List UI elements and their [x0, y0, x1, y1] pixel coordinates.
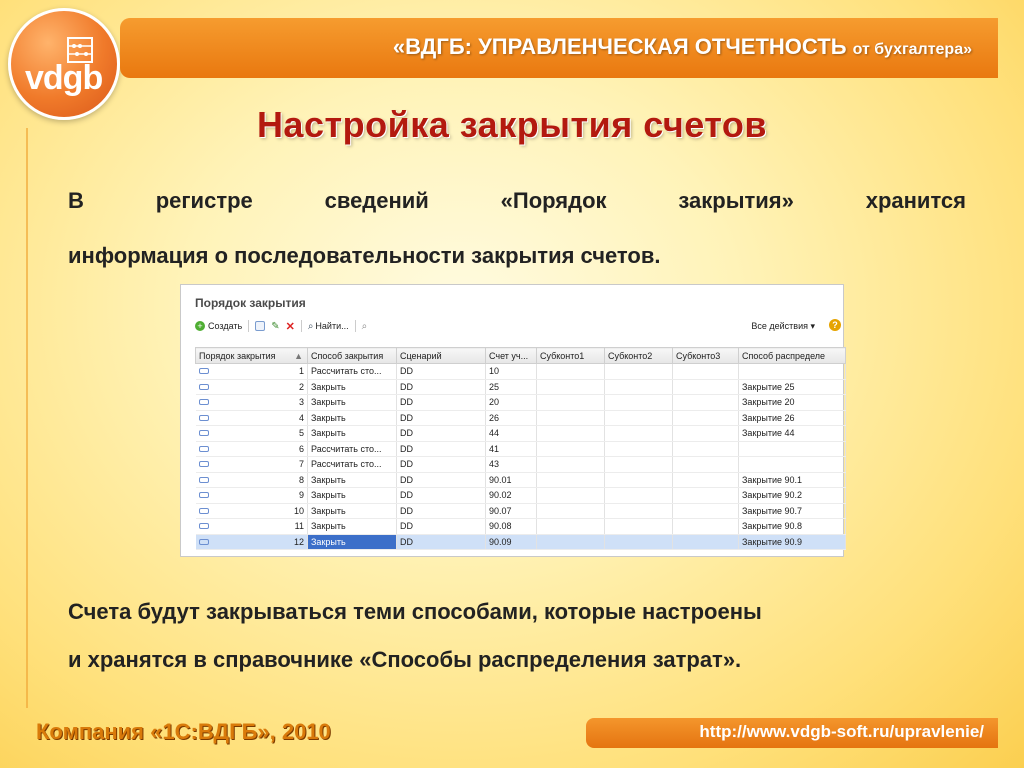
table-cell-dist[interactable]: Закрытие 90.9 — [739, 534, 846, 550]
banner-text — [393, 34, 972, 60]
table-cell-method[interactable]: Закрыть — [308, 519, 397, 535]
table-cell-s3[interactable] — [673, 410, 739, 426]
order-cell[interactable] — [196, 379, 308, 395]
table-row[interactable] — [196, 534, 846, 550]
create-button[interactable] — [195, 321, 242, 331]
intro-word: В — [68, 188, 84, 213]
table-cell-account[interactable]: 10 — [486, 364, 537, 380]
record-icon — [199, 430, 209, 436]
record-icon — [199, 508, 209, 514]
order-cell[interactable] — [196, 472, 308, 488]
table-header — [196, 348, 846, 364]
table-cell-dist[interactable]: Закрытие 90.7 — [739, 503, 846, 519]
record-icon — [199, 492, 209, 498]
order-cell[interactable] — [196, 410, 308, 426]
table-cell-account[interactable]: 26 — [486, 410, 537, 426]
table-cell-method[interactable]: Закрыть — [308, 395, 397, 411]
table-cell-scenario[interactable]: DD — [397, 519, 486, 535]
table-cell-s1[interactable] — [537, 503, 605, 519]
table-cell-scenario[interactable]: DD — [397, 472, 486, 488]
record-icon — [199, 368, 209, 374]
table-cell-method[interactable]: Закрыть — [308, 503, 397, 519]
intro-word: «Порядок — [500, 188, 607, 213]
table-cell-scenario[interactable]: DD — [397, 426, 486, 442]
table-cell-account[interactable]: 41 — [486, 441, 537, 457]
table-cell-s3[interactable] — [673, 426, 739, 442]
column-header[interactable]: Способ распределе — [739, 348, 846, 364]
table-row[interactable] — [196, 379, 846, 395]
order-cell[interactable] — [196, 364, 308, 380]
table-cell-scenario[interactable]: DD — [397, 488, 486, 504]
header-banner — [120, 18, 998, 78]
all-actions-menu[interactable]: Все действия ▾ — [751, 321, 815, 331]
table-cell-s1[interactable] — [537, 457, 605, 473]
record-icon — [199, 446, 209, 452]
record-icon — [199, 461, 209, 467]
table-cell-s2[interactable] — [605, 426, 673, 442]
table-cell-s2[interactable] — [605, 488, 673, 504]
column-header[interactable]: Способ закрытия — [308, 348, 397, 364]
order-number: 5 — [298, 428, 304, 439]
conclusion-line-1: Счета будут закрываться теми способами, которые настроены — [68, 599, 762, 624]
slide-title: Настройка закрытия счетов — [256, 104, 768, 145]
table-cell-dist[interactable]: Закрытие 90.2 — [739, 488, 846, 504]
column-header[interactable]: Субконто1 — [537, 348, 605, 364]
record-icon — [199, 477, 209, 483]
order-number: 8 — [298, 474, 304, 485]
table-cell-method[interactable]: Закрыть — [308, 410, 397, 426]
intro-word: регистре — [155, 188, 253, 213]
order-cell[interactable] — [196, 488, 308, 504]
table-row[interactable] — [196, 457, 846, 473]
table-cell-s2[interactable] — [605, 457, 673, 473]
column-header[interactable]: Субконто2 — [605, 348, 673, 364]
intro-word: хранится — [865, 188, 966, 213]
table-cell-s2[interactable] — [605, 503, 673, 519]
table-cell-dist[interactable]: Закрытие 20 — [739, 395, 846, 411]
order-number: 12 — [293, 536, 304, 547]
table-cell-s1[interactable] — [537, 410, 605, 426]
order-number: 10 — [293, 505, 304, 516]
order-cell[interactable] — [196, 426, 308, 442]
table-cell-s3[interactable] — [673, 488, 739, 504]
table-cell-s2[interactable] — [605, 364, 673, 380]
order-number: 4 — [298, 412, 304, 423]
table-cell-s3[interactable] — [673, 395, 739, 411]
table-cell-s1[interactable] — [537, 395, 605, 411]
table-cell-account[interactable]: 90.09 — [486, 534, 537, 550]
intro-line-1 — [68, 173, 966, 228]
closing-order-form — [180, 284, 844, 557]
decor-line — [26, 128, 28, 708]
intro-word: закрытия» — [678, 188, 794, 213]
order-number: 1 — [298, 366, 304, 377]
toolbar-separator — [301, 320, 302, 332]
sort-asc-icon: ▲ — [294, 350, 303, 361]
table-cell-account[interactable]: 90.08 — [486, 519, 537, 535]
intro-word: сведений — [324, 188, 429, 213]
table-cell-method[interactable]: Закрыть — [308, 472, 397, 488]
column-header[interactable]: Субконто3 — [673, 348, 739, 364]
table-cell-s1[interactable] — [537, 441, 605, 457]
table-cell-s1[interactable] — [537, 534, 605, 550]
table-cell-s1[interactable] — [537, 488, 605, 504]
table-cell-account[interactable]: 25 — [486, 379, 537, 395]
table-cell-scenario[interactable]: DD — [397, 410, 486, 426]
table-cell-dist[interactable]: Закрытие 44 — [739, 426, 846, 442]
order-cell[interactable] — [196, 441, 308, 457]
table-cell-dist[interactable]: Закрытие 90.1 — [739, 472, 846, 488]
order-cell[interactable] — [196, 534, 308, 550]
table-cell-dist[interactable] — [739, 441, 846, 457]
table-cell-account[interactable]: 43 — [486, 457, 537, 473]
toolbar-separator — [355, 320, 356, 332]
intro-paragraph — [68, 173, 966, 283]
table-cell-account[interactable]: 90.07 — [486, 503, 537, 519]
closing-order-table — [195, 347, 846, 550]
table-row[interactable] — [196, 503, 846, 519]
table-cell-s1[interactable] — [537, 519, 605, 535]
table-cell-method[interactable]: Закрыть — [308, 426, 397, 442]
record-icon — [199, 399, 209, 405]
table-cell-method[interactable]: Рассчитать сто... — [308, 364, 397, 380]
table-cell-s2[interactable] — [605, 441, 673, 457]
table-row[interactable] — [196, 519, 846, 535]
copy-icon[interactable] — [255, 321, 265, 331]
conclusion-paragraph — [68, 588, 966, 684]
table-cell-scenario[interactable]: DD — [397, 441, 486, 457]
banner-sub: от бухгалтера» — [852, 41, 972, 58]
table-cell-method[interactable]: Рассчитать сто... — [308, 457, 397, 473]
form-toolbar — [195, 319, 843, 333]
table-cell-scenario[interactable]: DD — [397, 534, 486, 550]
help-icon[interactable]: ? — [829, 319, 841, 331]
column-header[interactable]: Порядок закрытия ▲ — [196, 348, 308, 364]
url-banner — [586, 718, 998, 748]
table-cell-s1[interactable] — [537, 379, 605, 395]
order-number: 11 — [294, 521, 304, 532]
plus-icon: + — [195, 321, 205, 331]
search-icon: ⌕ — [307, 320, 314, 332]
table-cell-dist[interactable] — [739, 457, 846, 473]
table-cell-s2[interactable] — [605, 472, 673, 488]
form-title: Порядок закрытия — [195, 296, 306, 310]
table-cell-s3[interactable] — [673, 534, 739, 550]
intro-line-2: информация о последовательности закрытия счетов. — [68, 243, 661, 268]
order-number: 9 — [298, 490, 304, 501]
table-row[interactable] — [196, 472, 846, 488]
table-cell-s3[interactable] — [673, 472, 739, 488]
order-number: 3 — [298, 397, 304, 408]
find-label: Найти... — [315, 321, 349, 331]
table-row[interactable] — [196, 441, 846, 457]
table-cell-s3[interactable] — [673, 364, 739, 380]
banner-main: «ВДГБ: УПРАВЛЕНЧЕСКАЯ ОТЧЕТНОСТЬ — [392, 34, 847, 59]
table-cell-s3[interactable] — [673, 519, 739, 535]
table-cell-s3[interactable] — [673, 441, 739, 457]
table-cell-account[interactable]: 90.01 — [486, 472, 537, 488]
order-number: 7 — [298, 459, 304, 470]
logo-text: vdgb — [25, 59, 103, 97]
column-header[interactable]: Сценарий — [397, 348, 486, 364]
table-row[interactable] — [196, 488, 846, 504]
table-cell-dist[interactable]: Закрытие 90.8 — [739, 519, 846, 535]
record-icon — [199, 415, 209, 421]
order-cell[interactable] — [196, 519, 308, 535]
table-cell-s3[interactable] — [673, 379, 739, 395]
record-icon — [199, 523, 209, 529]
order-number: 6 — [298, 443, 304, 454]
record-icon — [199, 539, 209, 545]
table-cell-dist[interactable] — [739, 364, 846, 380]
table-cell-account[interactable]: 90.02 — [486, 488, 537, 504]
table-cell-scenario[interactable]: DD — [397, 457, 486, 473]
conclusion-line-2: и хранятся в справочнике «Способы распределения затрат». — [68, 647, 742, 672]
table-cell-scenario[interactable]: DD — [397, 379, 486, 395]
table-cell-s2[interactable] — [605, 379, 673, 395]
table-cell-s3[interactable] — [673, 503, 739, 519]
order-cell[interactable] — [196, 395, 308, 411]
table-cell-account[interactable]: 20 — [486, 395, 537, 411]
find-button[interactable] — [308, 321, 349, 332]
record-icon — [199, 384, 209, 390]
toolbar-separator — [248, 320, 249, 332]
table-row[interactable] — [196, 426, 846, 442]
table-cell-s2[interactable] — [605, 534, 673, 550]
table-cell-s1[interactable] — [537, 472, 605, 488]
order-cell[interactable] — [196, 503, 308, 519]
table-cell-s2[interactable] — [605, 519, 673, 535]
table-cell-method[interactable]: Закрыть — [308, 488, 397, 504]
table-cell-method[interactable]: Закрыть — [308, 534, 397, 550]
table-cell-s2[interactable] — [605, 410, 673, 426]
table-cell-method[interactable]: Рассчитать сто... — [308, 441, 397, 457]
table-cell-scenario[interactable]: DD — [397, 503, 486, 519]
table-cell-s2[interactable] — [605, 395, 673, 411]
order-number: 2 — [298, 381, 304, 392]
company-footer: Компания «1С:ВДГБ», 2010 — [36, 719, 331, 744]
table-cell-scenario[interactable]: DD — [397, 364, 486, 380]
table-row[interactable] — [196, 395, 846, 411]
table-cell-dist[interactable]: Закрытие 25 — [739, 379, 846, 395]
table-row[interactable] — [196, 364, 846, 380]
create-label: Создать — [208, 321, 243, 331]
order-cell[interactable] — [196, 457, 308, 473]
site-url[interactable]: http://www.vdgb-soft.ru/upravlenie/ — [699, 722, 984, 741]
delete-icon[interactable]: ✕ — [285, 320, 295, 333]
table-cell-scenario[interactable]: DD — [397, 395, 486, 411]
column-header[interactable]: Счет уч... — [486, 348, 537, 364]
cancel-search-icon[interactable]: ⌕ — [361, 320, 368, 332]
edit-icon[interactable]: ✎ — [271, 320, 280, 332]
table-cell-s3[interactable] — [673, 457, 739, 473]
table-row[interactable] — [196, 410, 846, 426]
table-cell-s1[interactable] — [537, 364, 605, 380]
table-cell-s1[interactable] — [537, 426, 605, 442]
table-cell-method[interactable]: Закрыть — [308, 379, 397, 395]
table-cell-account[interactable]: 44 — [486, 426, 537, 442]
table-cell-dist[interactable]: Закрытие 26 — [739, 410, 846, 426]
